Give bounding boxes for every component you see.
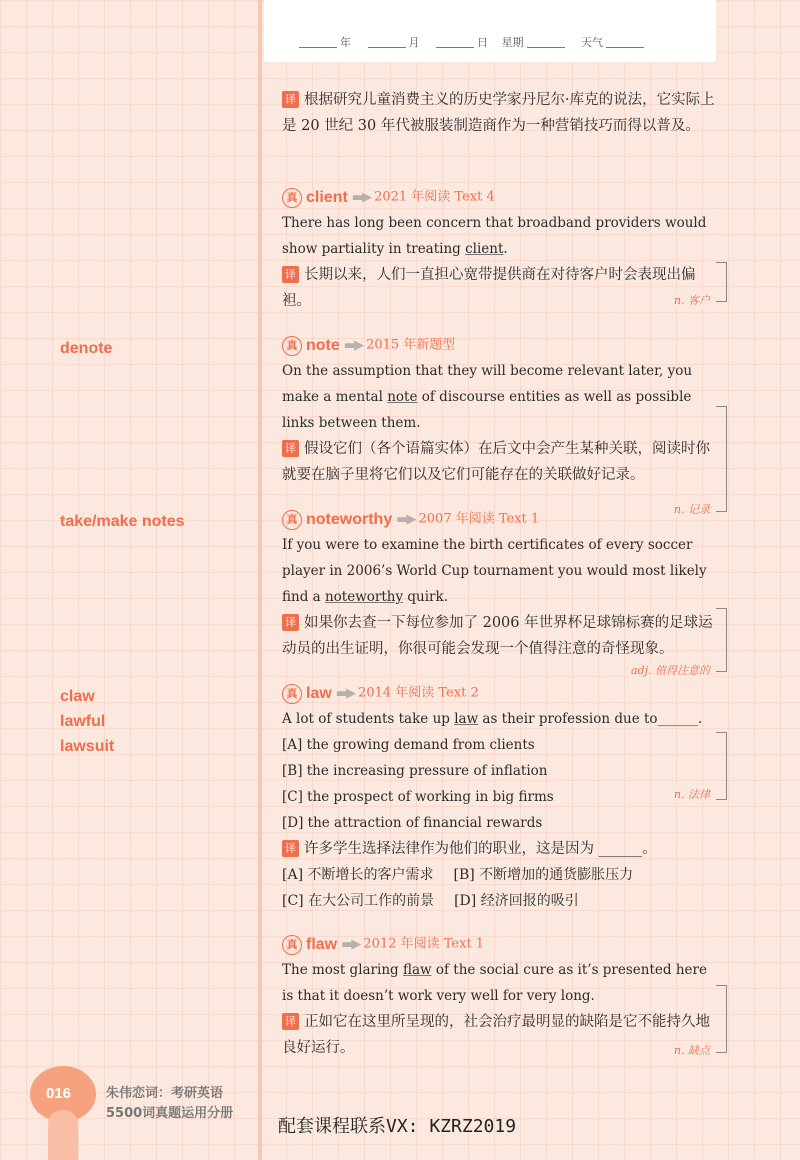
- translation: 译 如果你去查一下每位参加了 2006 年世界杯足球锦标赛的足球运动员的出生证明，你很可能会发现一个值得注意的奇怪现象。: [282, 615, 713, 657]
- month-label: 月: [408, 36, 420, 49]
- highlighted-word: noteworthy: [324, 589, 404, 605]
- entry-header: [282, 680, 722, 706]
- exam-icon: 真: [282, 336, 302, 356]
- weather-label: 天气: [581, 36, 603, 49]
- side-word: claw: [60, 688, 95, 705]
- part-of-speech: adj. 值得注意的: [630, 664, 710, 677]
- exam-source: 2014 年阅读 Text 2: [358, 685, 479, 701]
- entry-noteworthy: [282, 506, 722, 662]
- highlighted-word: note: [387, 389, 418, 405]
- translation-icon: 译: [282, 91, 299, 108]
- cn-option: [C] 在大公司工作的前景: [282, 893, 435, 909]
- definition-bracket: [716, 608, 727, 672]
- entry-header: [282, 184, 722, 210]
- side-word: lawful: [60, 713, 106, 730]
- translation: 译 正如它在这里所呈现的，社会治疗最明显的缺陷是它不能持久地良好运行。: [282, 1014, 710, 1056]
- entry-client: [282, 184, 722, 314]
- example-sentence: A lot of students take up law as their profession due to______.: [282, 711, 703, 727]
- date-header-box: [264, 0, 716, 62]
- option-item: [B] the increasing pressure of inflation: [282, 763, 548, 779]
- headword: noteworthy: [306, 510, 393, 528]
- entry-header: [282, 332, 722, 358]
- exam-source: 2012 年阅读 Text 1: [363, 936, 485, 952]
- day-label: 日: [477, 36, 488, 49]
- side-word: take/make notes: [60, 513, 185, 530]
- translation: 译 许多学生选择法律作为他们的职业，这是因为 ______。: [282, 836, 722, 862]
- exam-icon: 真: [282, 935, 302, 955]
- highlighted-word: law: [454, 711, 479, 727]
- part-of-speech: n. 法律: [673, 788, 710, 801]
- date-line: [296, 34, 647, 50]
- translation-icon: 译: [282, 266, 299, 283]
- option-item: [D] the attraction of financial rewards: [282, 815, 543, 831]
- exam-icon: 真: [282, 188, 302, 208]
- entry-note: [282, 332, 722, 488]
- part-of-speech: n. 记录: [673, 503, 710, 516]
- headword: flaw: [306, 935, 338, 953]
- translation-text: 根据研究儿童消费主义的历史学家丹尼尔·库克的说法，它实际上是 20 世纪 30 年代被服装制造商作为一种营销技巧而得以普及。: [282, 92, 715, 134]
- definition-bracket: [716, 262, 727, 302]
- headword: law: [306, 684, 332, 702]
- exam-source: 2007 年阅读 Text 1: [418, 511, 540, 527]
- translation-icon: 译: [282, 840, 299, 857]
- side-words-notes: [60, 509, 185, 534]
- arrow-icon: ▬▶: [343, 337, 363, 353]
- watermark-text: 配套课程联系VX: KZRZ2019: [278, 1116, 517, 1137]
- part-of-speech: n. 客户: [673, 294, 710, 307]
- entry-header: [282, 506, 722, 532]
- entry-law: [282, 680, 722, 914]
- highlighted-word: client: [465, 241, 504, 257]
- side-word: lawsuit: [60, 738, 115, 755]
- headword: client: [306, 188, 348, 206]
- exam-source: 2021 年阅读 Text 4: [374, 189, 495, 205]
- exam-icon: 真: [282, 684, 302, 704]
- cn-option: [A] 不断增长的客户需求: [282, 867, 434, 883]
- arrow-icon: ▬▶: [341, 936, 360, 952]
- book-title: 朱伟恋词：考研英语 5500词真题运用分册: [106, 1086, 234, 1121]
- options-list: [282, 732, 722, 836]
- arrow-icon: ▬▶: [351, 189, 371, 205]
- option-item: [C] the prospect of working in big firms: [282, 789, 554, 805]
- arrow-icon: ▬▶: [396, 511, 415, 527]
- cn-option: [D] 经济回报的吸引: [454, 893, 579, 909]
- translation: 译 长期以来，人们一直担心宽带提供商在对待客户时会表现出偏袒。: [282, 267, 696, 309]
- cn-option: [B] 不断增加的通货膨胀压力: [453, 867, 634, 883]
- option-item: [A] the growing demand from clients: [282, 737, 535, 753]
- side-words-law: [60, 684, 114, 759]
- example-sentence: If you were to examine the birth certificates of every soccer player in 2006’s World Cup tournament you would most likely find a noteworthy quirk.: [282, 537, 707, 605]
- definition-bracket: [716, 732, 727, 800]
- tree-trunk-decoration: [48, 1110, 78, 1160]
- exam-icon: 真: [282, 510, 302, 530]
- example-sentence: The most glaring flaw of the social cure as it’s presented here is that it doesn’t work very well for very long.: [282, 962, 707, 1004]
- example-sentence: On the assumption that they will become relevant later, you make a mental note of discourse entities as well as possible links between them.: [282, 363, 693, 431]
- exam-source: 2015 年新题型: [366, 337, 456, 353]
- arrow-icon: ▬▶: [335, 685, 355, 701]
- translation-icon: 译: [282, 614, 299, 631]
- entry-header: [282, 931, 722, 957]
- page-number: 016: [46, 1085, 72, 1102]
- definition-bracket: [716, 985, 727, 1053]
- highlighted-word: flaw: [402, 962, 432, 978]
- cn-options-row: [282, 888, 722, 914]
- intro-translation: [282, 87, 722, 139]
- definition-bracket: [716, 406, 727, 512]
- cn-options-row: [282, 862, 722, 888]
- entry-flaw: [282, 931, 722, 1061]
- translation-icon: 译: [282, 440, 299, 457]
- translation: 译 假设它们（各个语篇实体）在后文中会产生某种关联，阅读时你就要在脑子里将它们以及它们可能存在的关联做好记录。: [282, 441, 710, 483]
- part-of-speech: n. 缺点: [673, 1044, 710, 1057]
- side-words-denote: [60, 336, 112, 361]
- year-label: 年: [340, 36, 351, 49]
- headword: note: [306, 336, 340, 354]
- weekday-label: 星期: [501, 36, 524, 49]
- example-sentence: There has long been concern that broadband providers would show partiality in treating client.: [282, 215, 707, 257]
- column-divider: [258, 0, 262, 1160]
- translation-icon: 译: [282, 1013, 299, 1030]
- side-word: denote: [60, 340, 113, 357]
